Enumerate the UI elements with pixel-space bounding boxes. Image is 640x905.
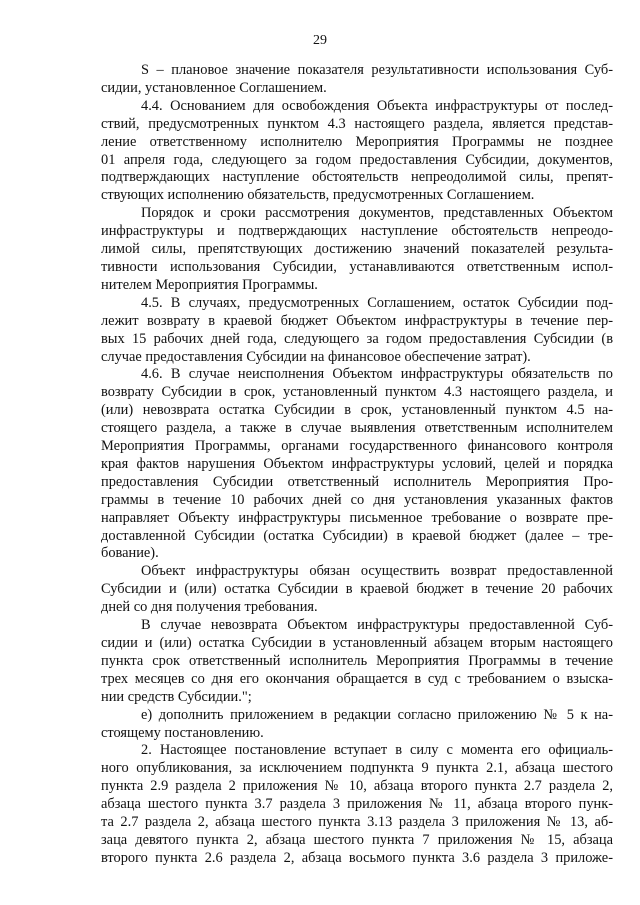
text-line: бование). [101,545,159,562]
text-line: второго пункта 2.6 раздела 2, абзаца восьмого пункта 3.6 раздела 3 приложе- [101,849,613,866]
text-line: заца девятого пункта 2, абзаца шестого пункта 7 приложения № 15, абзаца [101,831,613,848]
text-line: предоставления Субсидии ответственный исполнитель Мероприятия Про- [101,473,613,490]
text-line: доставленной Субсидии (остатка Субсидии) в краевой бюджет (далее – тре- [101,527,613,544]
text-line: пункта 2.9 раздела 2 приложения № 10, абзаца второго пункта 2.7 раздела 2, [101,778,613,795]
text-line: лежит возврату в краевой бюджет Объектом инфраструктуры в течение пер- [101,312,613,329]
text-line: 4.4. Основанием для освобождения Объекта инфраструктуры от послед- [141,97,613,114]
text-line: та 2.7 раздела 2, абзаца шестого пункта 3.13 раздела 3 приложения № 13, аб- [101,814,613,831]
text-line: S – плановое значение показателя результативности использования Суб- [141,62,613,78]
text-line: Субсидии и (или) остатка Субсидии в краевой бюджет в течение 20 рабочих [101,581,613,598]
text-line: ствий, предусмотренных пунктом 4.3 настоящего раздела, является представ- [101,115,613,132]
text-line: возврату Субсидии в срок, установленный пунктом 4.3 настоящего раздела, и [101,384,613,401]
text-line: ление ответственному исполнителю Мероприятия Программы не позднее [101,133,613,150]
text-line: вых 15 рабочих дней года, следующего за годом предоставления Субсидии (в [101,330,613,347]
text-line: ствующих исполнению обязательств, предусмотренных Соглашением. [101,187,535,204]
text-line: В случае невозврата Объектом инфраструктуры предоставленной Суб- [141,617,613,634]
text-line: Объект инфраструктуры обязан осуществить возврат предоставленной [141,563,613,580]
text-line: стоящего раздела, а также в случае выявления ответственным исполнителем [101,420,613,437]
text-line: сидии, установленное Соглашением. [101,79,327,96]
text-line: 01 апреля года, следующего за годом предоставления Субсидии, документов, [101,151,613,168]
text-line: трех месяцев со дня его окончания обращается в суд с требованием о взыска- [101,670,613,687]
page-number: 29 [313,33,327,48]
text-line: сидии и (или) остатка Субсидии в установленный абзацем вторым настоящего [101,635,613,651]
text-line: нии средств Субсидии."; [101,688,252,705]
document-body [101,62,613,868]
text-line: дней со дня получения требования. [101,599,318,616]
text-line: инфраструктуры и подтверждающих наступление обстоятельств непреодо- [101,223,613,240]
text-line: е) дополнить приложением в редакции согласно приложению № 5 к на- [141,706,613,723]
text-line: 4.5. В случаях, предусмотренных Соглашением, остаток Субсидии под- [141,294,613,311]
text-line: стоящему постановлению. [101,724,264,741]
text-line: граммы в течение 10 рабочих дней со дня установления указанных фактов [101,491,613,508]
text-line: (или) невозврата остатка Субсидии в срок, установленный пунктом 4.5 на- [101,402,613,419]
text-line: подтверждающих наступление обстоятельств непреодолимой силы, препят- [101,169,613,186]
text-line: тивности использования Субсидии, устанавливаются ответственным испол- [101,258,613,275]
text-line: нителем Мероприятия Программы. [101,276,318,293]
text-line: Порядок и сроки рассмотрения документов, представленных Объектом [141,205,613,222]
text-line: 4.6. В случае неисполнения Объектом инфраструктуры обязательств по [141,366,613,383]
text-line: Мероприятия Программы, органами государственного финансового контроля [101,438,613,455]
text-line: лимой силы, препятствующих достижению значений показателей результа- [101,241,613,258]
text-line: края фактов нарушения Объектом инфраструктуры условий, целей и порядка [101,455,613,472]
text-line: случае предоставления Субсидии на финансовое обеспечение затрат). [101,348,531,365]
text-line: абзаца шестого пункта 3.7 раздела 3 приложения № 11, абзаца второго пунк- [101,796,613,813]
text-line: 2. Настоящее постановление вступает в силу с момента его официаль- [141,742,613,759]
text-line: пункта срок ответственный исполнитель Мероприятия Программы в течение [101,652,613,669]
text-line: направляет Объекту инфраструктуры письменное требование о возврате пре- [101,509,613,526]
text-line: ного опубликования, за исключением подпункта 9 пункта 2.1, абзаца шестого [101,760,613,777]
